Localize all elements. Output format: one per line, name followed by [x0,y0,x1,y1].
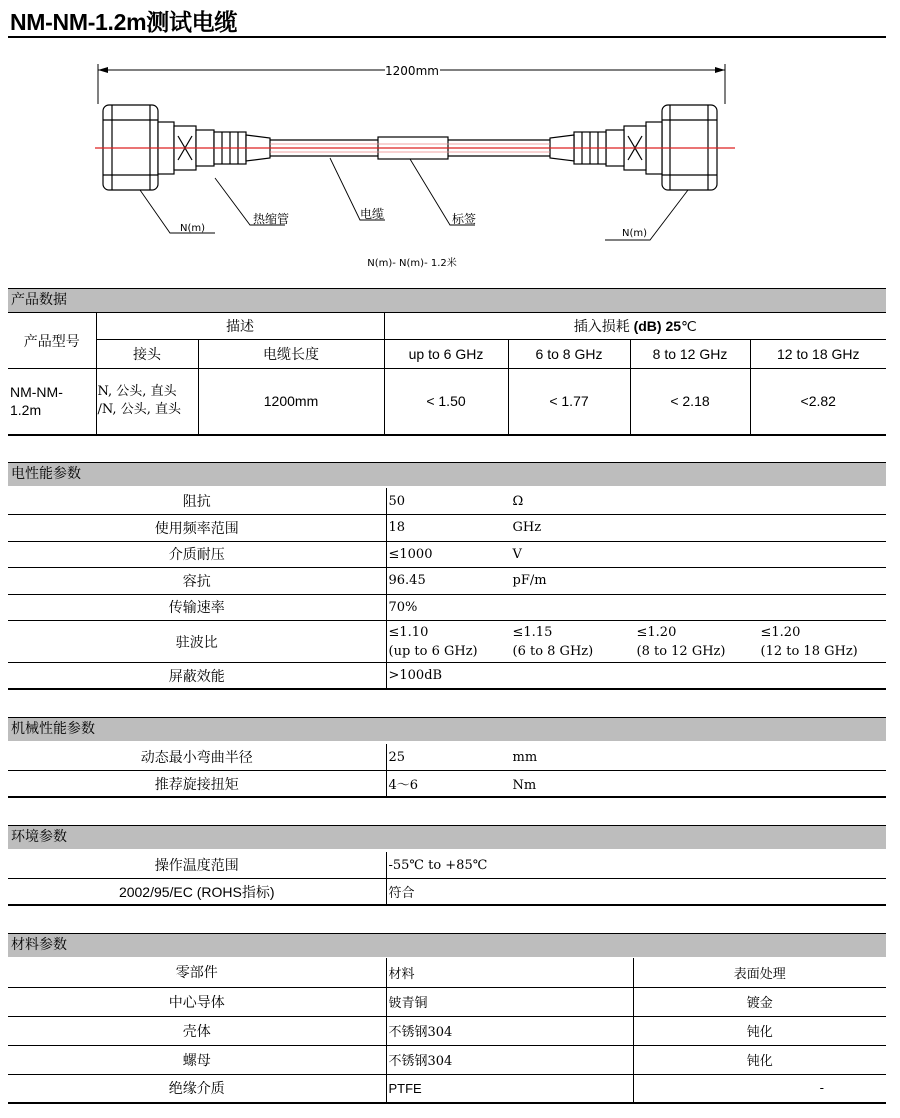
col-model-header: 产品型号 [8,313,96,369]
loss-2: < 1.77 [508,369,630,435]
value: 50 [388,493,406,509]
table-row [8,987,886,1016]
header-material: 材料 [386,958,633,987]
value: 96.45 [388,573,426,589]
part: 壳体 [8,1016,386,1045]
unit: pF/m [512,573,547,589]
param-value [386,541,886,568]
model-cell [8,369,96,435]
table-row [8,1016,886,1045]
col-length-header: 电缆长度 [198,340,384,369]
table-row-vswr [8,621,886,663]
vswr-value: ≤1.10 [388,624,429,640]
table-row [8,594,886,621]
unit: mm [512,749,538,765]
table-row [8,852,886,879]
mechanical-table [8,744,886,798]
table-row [8,515,886,542]
loss-3: < 2.18 [630,369,750,435]
connector-line2: /N, 公头, 直头 [97,402,181,418]
value: ≤1000 [388,546,433,562]
callout-heat-shrink: 热缩管 [253,212,290,226]
callout-cable: 电缆 [360,207,385,221]
section-mechanical: 机械性能参数 [8,717,886,741]
material: 不锈钢304 [386,1045,633,1074]
material: 不锈钢304 [386,1016,633,1045]
connector-cell [96,369,198,435]
electrical-table [8,488,886,690]
param-value: 符合 [386,879,886,906]
value: 70% [388,599,418,615]
table-row [8,568,886,595]
connector-line1: N, 公头, 直头 [97,384,177,400]
param-name: 介质耐压 [8,541,386,568]
vswr-4 [761,623,858,661]
band-4: 12 to 18 GHz [750,340,886,369]
param-value: -55℃ to +85℃ [386,852,886,879]
surface: 钝化 [633,1045,886,1074]
surface: 镀金 [633,987,886,1016]
table-header-row [8,958,886,987]
table-row [8,879,886,906]
col-connector-header: 接头 [96,340,198,369]
vswr-3 [637,623,761,661]
material: PTFE [386,1074,633,1103]
param-name: 操作温度范围 [8,852,386,879]
callout-n-right: N(m) [622,228,648,239]
part: 中心导体 [8,987,386,1016]
loss-1: < 1.50 [384,369,508,435]
param-name: 使用频率范围 [8,515,386,542]
header-surface: 表面处理 [633,958,886,987]
unit: Nm [512,778,537,793]
param-name: 动态最小弯曲半径 [8,744,386,771]
param-name: 屏蔽效能 [8,663,386,690]
vswr-values [386,621,886,663]
unit: GHz [512,520,542,536]
value: 25 [388,749,406,765]
param-value [386,488,886,515]
param-value [386,744,886,771]
value: 4～6 [388,778,419,793]
param-name: 推荐旋接扭矩 [8,771,386,798]
il-unit: (dB) 25 [633,318,682,334]
param-name: 阻抗 [8,488,386,515]
param-value [386,594,886,621]
table-row [8,1045,886,1074]
vswr-value: ≤1.15 [512,624,553,640]
table-row [8,1074,886,1103]
section-product: 产品数据 [8,288,886,312]
callout-label: 标签 [452,212,477,226]
vswr-band: (6 to 8 GHz) [512,643,594,659]
surface: - [633,1074,886,1103]
value: 18 [388,520,406,536]
param-name: 驻波比 [8,621,386,663]
il-title: 插入损耗 [573,318,630,334]
vswr-1 [389,623,513,661]
title-rule [8,36,886,38]
material-table [8,958,886,1104]
product-table [8,312,886,436]
length-cell: 1200mm [198,369,384,435]
surface: 钝化 [633,1016,886,1045]
vswr-value: ≤1.20 [636,624,677,640]
table-row [8,663,886,690]
param-value [386,568,886,595]
part: 螺母 [8,1045,386,1074]
material: 铍青铜 [386,987,633,1016]
vswr-band: (up to 6 GHz) [388,643,478,659]
section-environment: 环境参数 [8,825,886,849]
vswr-band: (8 to 12 GHz) [636,643,726,659]
param-name: 容抗 [8,568,386,595]
param-name: 传输速率 [8,594,386,621]
section-electrical: 电性能参数 [8,462,886,486]
vswr-value: ≤1.20 [760,624,801,640]
band-1: up to 6 GHz [384,340,508,369]
vswr-2 [513,623,637,661]
loss-4: <2.82 [750,369,886,435]
il-degree: ℃ [681,318,697,334]
param-name: 2002/95/EC (ROHS指标) [8,879,386,906]
vswr-band: (12 to 18 GHz) [760,643,858,659]
col-description-header: 描述 [96,313,384,340]
table-row [8,488,886,515]
param-value [386,515,886,542]
param-value: >100dB [386,663,886,690]
unit: Ω [512,493,524,509]
model-line2: 1.2m [10,402,42,419]
environment-table [8,852,886,906]
header-part: 零部件 [8,958,386,987]
cable-drawing [0,40,900,280]
part: 绝缘介质 [8,1074,386,1103]
model-line1: NM-NM- [10,384,63,401]
table-row [8,744,886,771]
band-3: 8 to 12 GHz [630,340,750,369]
unit: V [512,546,522,562]
band-2: 6 to 8 GHz [508,340,630,369]
col-insertion-loss-header [384,313,886,340]
section-material: 材料参数 [8,933,886,957]
table-row [8,541,886,568]
table-row [8,771,886,798]
param-value [386,771,886,798]
callout-n-left: N(m) [180,223,206,234]
page-title: NM-NM-1.2m测试电缆 [10,9,238,35]
drawing-caption: N(m)- N(m)- 1.2米 [367,258,457,269]
dimension-label: 1200mm [385,64,439,78]
